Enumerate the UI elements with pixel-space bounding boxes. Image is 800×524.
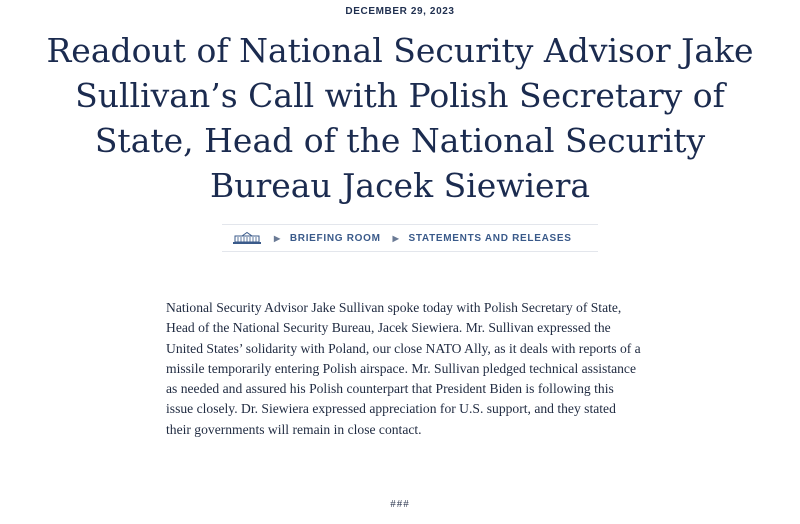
white-house-icon[interactable] bbox=[232, 231, 262, 245]
breadcrumb-briefing-room[interactable]: BRIEFING ROOM bbox=[289, 232, 381, 244]
breadcrumb bbox=[222, 224, 598, 252]
triangle-right-icon: ▶ bbox=[392, 233, 400, 243]
page-title: Readout of National Security Advisor Jake Sullivan’s Call with Polish Secretary of State, Head of the National Security Bureau Jacek Siewiera bbox=[46, 31, 754, 205]
end-mark: ### bbox=[390, 498, 410, 510]
article-date: DECEMBER 29, 2023 bbox=[345, 6, 455, 17]
breadcrumb-statements-and-releases[interactable]: STATEMENTS AND RELEASES bbox=[408, 232, 572, 244]
article-body: National Security Advisor Jake Sullivan spoke today with Polish Secretary of State, Head of the National Security Bureau, Jacek Siewiera. Mr. Sullivan expressed the United States’ solidarity with Poland, our close NATO Ally, as it deals with reports of a missile temporarily entering Polish airspace. Mr. Sullivan pledged technical assistance as needed and assured his Polish counterpart that President Biden is following this issue closely. Dr. Siewiera expressed appreciation for U.S. support, and they stated their governments will remain in close contact. bbox=[166, 300, 641, 437]
triangle-right-icon: ▶ bbox=[274, 233, 281, 243]
